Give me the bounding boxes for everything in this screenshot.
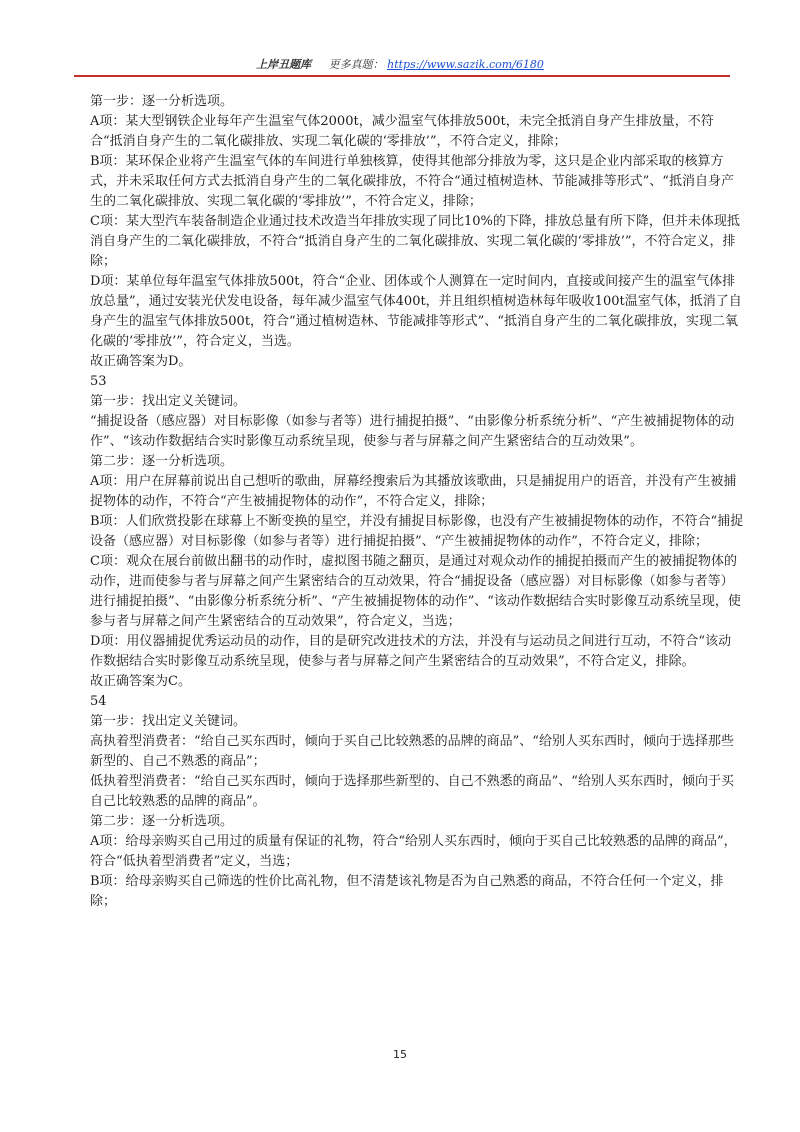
document-body [90, 92, 744, 912]
page-header [0, 56, 800, 72]
paragraph: D项：某单位每年温室气体排放500t，符合“企业、团体或个人测算在一定时间内，直接或间接产生的温室气体排放总量”，通过安装光伏发电设备，每年减少温室气体400t，并且组织植树造林每年吸收100t温室气体，抵消了自身产生的温室气体排放500t，符合“通过植树造林、节能减排等形式”、“抵消自身产生的二氧化碳排放，实现二氧化碳的‘零排放’”，符合定义，当选。 [90, 274, 742, 349]
header-brand: 上岸丑题库 [256, 58, 312, 71]
paragraph: B项：人们欣赏投影在球幕上不断变换的星空，并没有捕捉目标影像，也没有产生被捕捉物体的动作，不符合“捕捉设备（感应器）对目标影像（如参与者等）进行捕捉拍摄”、“产生被捕捉物体的动作”，不符合定义，排除； [90, 514, 744, 549]
paragraph: C项：某大型汽车装备制造企业通过技术改造当年排放实现了同比10%的下降，排放总量有所下降，但并未体现抵消自身产生的二氧化碳排放，不符合“抵消自身产生的二氧化碳排放、实现二氧化碳的‘零排放’”，不符合定义，排除； [90, 214, 740, 269]
paragraph: 第一步：找出定义关键词。 [90, 394, 247, 409]
paragraph: D项：用仪器捕捉优秀运动员的动作，目的是研究改进技术的方法，并没有与运动员之间进行互动，不符合“该动作数据结合实时影像互动系统呈现，使参与者与屏幕之间产生紧密结合的互动效果”，不符合定义，排除。 [90, 634, 732, 669]
paragraph: 第二步：逐一分析选项。 [90, 814, 234, 829]
paragraph: 高执着型消费者：“给自己买东西时，倾向于买自己比较熟悉的品牌的商品”、“给别人买东西时，倾向于选择那些新型的、自己不熟悉的商品”； [90, 734, 734, 769]
header-link[interactable]: https://www.sazik.com/6180 [387, 58, 544, 71]
paragraph: 故正确答案为C。 [90, 674, 191, 689]
paragraph: A项：用户在屏幕前说出自己想听的歌曲，屏幕经搜索后为其播放该歌曲，只是捕捉用户的语音，并没有产生被捕捉物体的动作，不符合“产生被捕捉物体的动作”，不符合定义，排除； [90, 474, 737, 509]
paragraph: B项：给母亲购买自己筛选的性价比高礼物，但不清楚该礼物是否为自己熟悉的商品，不符合任何一个定义，排除； [90, 874, 724, 909]
page-number: 15 [393, 1048, 407, 1061]
paragraph: 54 [90, 694, 107, 709]
paragraph: 第一步：找出定义关键词。 [90, 714, 247, 729]
paragraph: A项：某大型钢铁企业每年产生温室气体2000t，减少温室气体排放500t，未完全抵消自身产生排放量，不符合“抵消自身产生的二氧化碳排放、实现二氧化碳的‘零排放’”，不符合定义，排除； [90, 114, 714, 149]
paragraph: “捕捉设备（感应器）对目标影像（如参与者等）进行捕捉拍摄”、“由影像分析系统分析”、“产生被捕捉物体的动作”、“该动作数据结合实时影像互动系统呈现，使参与者与屏幕之间产生紧密结合的互动效果”。 [90, 414, 735, 449]
paragraph: 第二步：逐一分析选项。 [90, 454, 234, 469]
paragraph: B项：某环保企业将产生温室气体的车间进行单独核算，使得其他部分排放为零，这只是企业内部采取的核算方式，并未采取任何方式去抵消自身产生的二氧化碳排放，不符合“通过植树造林、节能减排等形式”、“抵消自身产生的二氧化碳排放、实现二氧化碳的‘零排放’”，不符合定义，排除； [90, 154, 734, 209]
header-divider [74, 75, 730, 77]
paragraph: 低执着型消费者：“给自己买东西时，倾向于选择那些新型的、自己不熟悉的商品”、“给别人买东西时，倾向于买自己比较熟悉的品牌的商品”。 [90, 774, 734, 809]
paragraph: C项：观众在展台前做出翻书的动作时，虚拟图书随之翻页，是通过对观众动作的捕捉拍摄而产生的被捕捉物体的动作，进而使参与者与屏幕之间产生紧密结合的互动效果，符合“捕捉设备（感应器）对目标影像（如参与者等）进行捕捉拍摄”、“由影像分析系统分析”、“产生被捕捉物体的动作”、“该动作数据结合实时影像互动系统呈现，使参与者与屏幕之间产生紧密结合的互动效果”，符合定义，当选； [90, 554, 741, 629]
paragraph: 故正确答案为D。 [90, 354, 192, 369]
paragraph: 第一步：逐一分析选项。 [90, 94, 234, 109]
paragraph: 53 [90, 374, 107, 389]
paragraph: A项：给母亲购买自己用过的质量有保证的礼物，符合“给别人买东西时，倾向于买自己比较熟悉的品牌的商品”，符合“低执着型消费者”定义，当选； [90, 834, 737, 869]
header-label: 更多真题： [328, 58, 384, 71]
